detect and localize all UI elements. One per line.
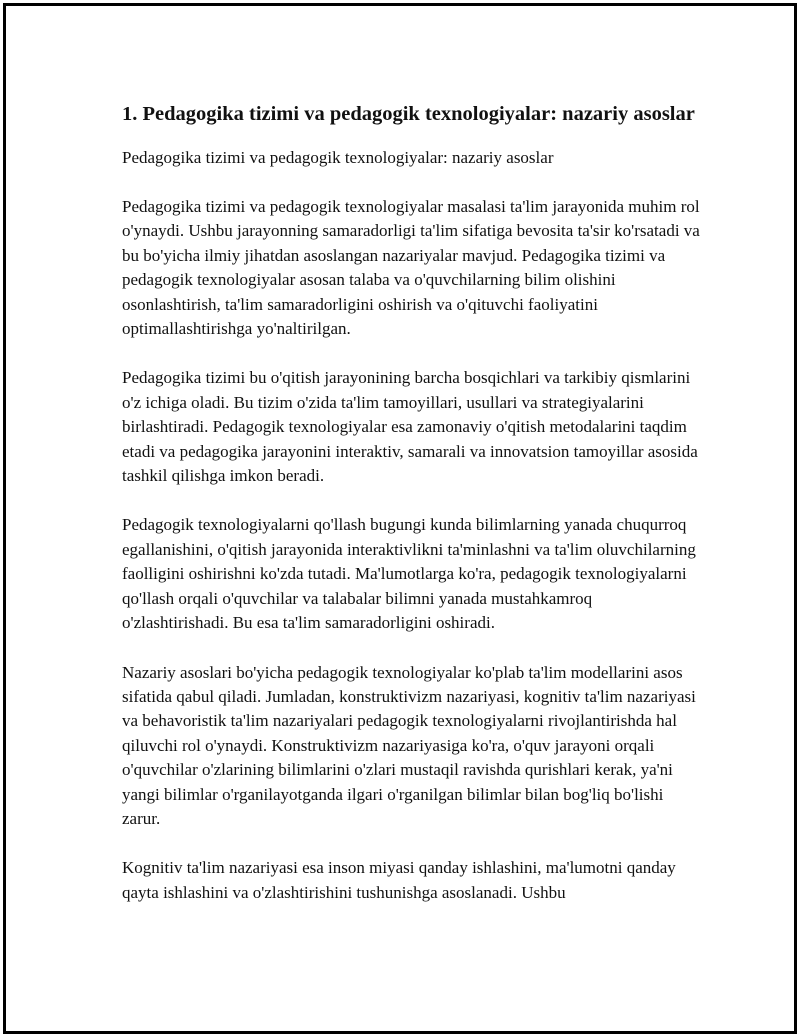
document-body xyxy=(122,100,702,930)
document-title: 1. Pedagogika tizimi va pedagogik texnologiyalar: nazariy asoslar xyxy=(122,103,695,125)
document-subtitle: Pedagogika tizimi va pedagogik texnologiyalar: nazariy asoslar xyxy=(122,148,554,167)
paragraph-5: Kognitiv ta'lim nazariyasi esa inson miyasi qanday ishlashini, ma'lumotni qanday qayta ishlashini va o'zlashtirishini tushunishga asoslanadi. Ushbu xyxy=(122,858,676,902)
page-frame xyxy=(3,3,797,1034)
paragraph-2: Pedagogika tizimi bu o'qitish jarayonining barcha bosqichlari va tarkibiy qismlarini o'z ichiga oladi. Bu tizim o'zida ta'lim tamoyillari, usullari va strategiyalarini birlashtiradi. Pedagogik texnologiyalar esa zamonaviy o'qitish metodalarini taqdim etadi va pedagogika jarayonini interaktiv, samarali va innovatsion tamoyillar asosida tashkil qilishga imkon beradi. xyxy=(122,368,698,486)
paragraph-1: Pedagogika tizimi va pedagogik texnologiyalar masalasi ta'lim jarayonida muhim rol o'ynaydi. Ushbu jarayonning samaradorligi ta'lim sifatiga bevosita ta'sir ko'rsatadi va bu bo'yicha ilmiy jihatdan asoslangan nazariyalar mavjud. Pedagogika tizimi va pedagogik texnologiyalar asosan talaba va o'quvchilarning bilim olishini osonlashtirish, ta'lim samaradorligini oshirish va o'qituvchi faoliyatini optimallashtirishga yo'naltirilgan. xyxy=(122,197,700,339)
paragraph-4: Nazariy asoslari bo'yicha pedagogik texnologiyalar ko'plab ta'lim modellarini asos sifatida qabul qiladi. Jumladan, konstruktivizm nazariyasi, kognitiv ta'lim nazariyasi va behavoristik ta'lim nazariyalari pedagogik texnologiyalarni rivojlantirishda hal qiluvchi rol o'ynaydi. Konstruktivizm nazariyasiga ko'ra, o'quv jarayoni orqali o'quvchilar o'zlarining bilimlarini o'zlari mustaqil ravishda qurishlari kerak, ya'ni yangi bilimlar o'rganilayotganda ilgari o'rganilgan bilimlar bilan bog'liq bo'lishi zarur. xyxy=(122,662,696,828)
paragraph-3: Pedagogik texnologiyalarni qo'llash bugungi kunda bilimlarning yanada chuqurroq egallanishini, o'qitish jarayonida interaktivlikni ta'minlashni va ta'lim oluvchilarning faolligini oshirishni ko'zda tutadi. Ma'lumotlarga ko'ra, pedagogik texnologiyalarni qo'llash orqali o'quvchilar va talabalar bilimni yanada mustahkamroq o'zlashtirishadi. Bu esa ta'lim samaradorligini oshiradi. xyxy=(122,515,696,633)
